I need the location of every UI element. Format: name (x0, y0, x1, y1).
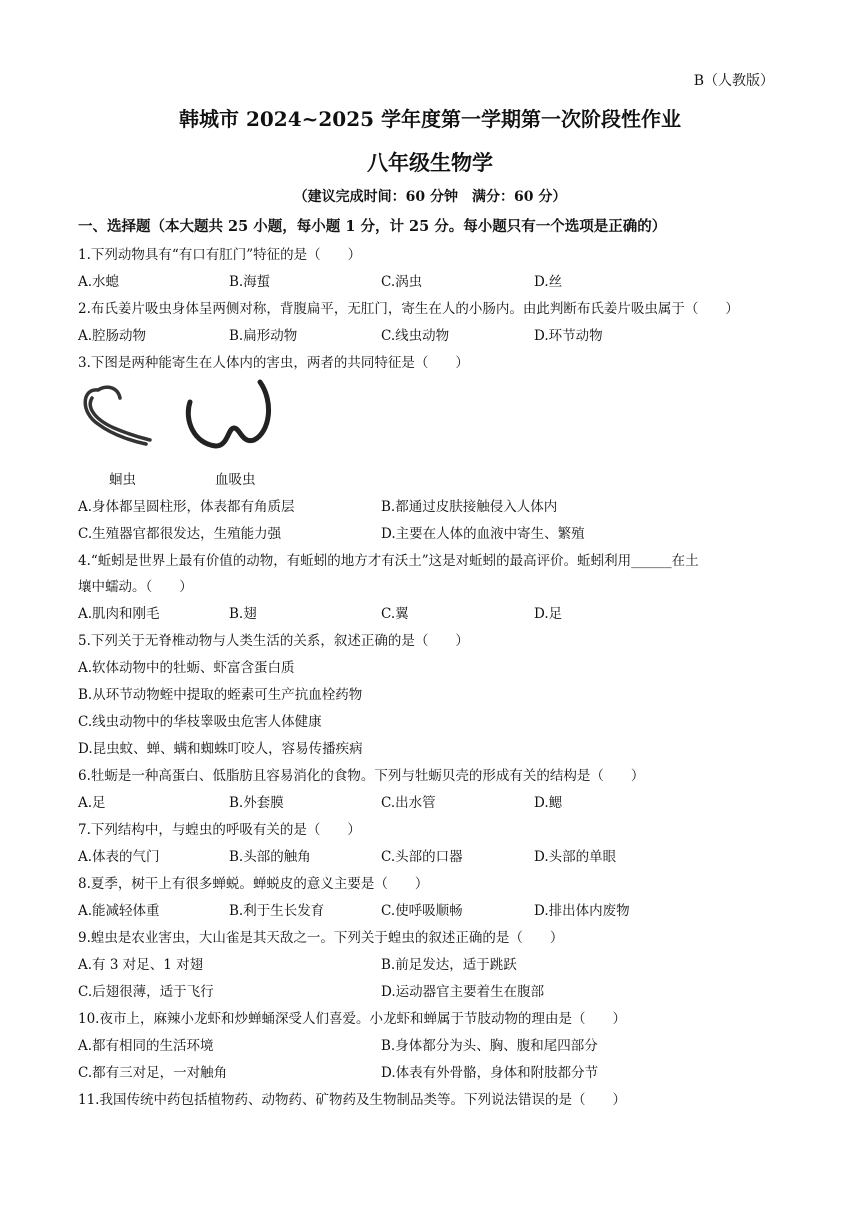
roundworm-caption: 蛔虫 (109, 472, 136, 488)
q1-option-c: C.涡虫 (381, 274, 423, 290)
q4-option-c: C.翼 (381, 606, 409, 622)
q3-option-d: D.主要在人体的血液中寄生、繁殖 (381, 526, 585, 542)
parasites-figure (78, 372, 278, 462)
question-1: 1.下列动物具有“有口有肛门”特征的是（ ） (78, 247, 362, 263)
blood-fluke-caption: 血吸虫 (215, 472, 256, 488)
q5-option-b: B.从环节动物蛭中提取的蛭素可生产抗血栓药物 (78, 687, 363, 703)
q9-option-c: C.后翅很薄，适于飞行 (78, 984, 214, 1000)
q7-option-a: A.体表的气门 (78, 849, 160, 865)
edition-label: B（人教版） (693, 73, 774, 89)
q9-option-b: B.前足发达，适于跳跃 (381, 957, 517, 973)
q1-option-a: A.水螅 (78, 274, 120, 290)
q3-option-b: B.都通过皮肤接触侵入人体内 (381, 499, 558, 515)
q10-option-c: C.都有三对足，一对触角 (78, 1065, 228, 1081)
q8-option-b: B.利于生长发育 (229, 903, 325, 919)
q2-option-c: C.线虫动物 (381, 328, 450, 344)
q6-option-b: B.外套膜 (229, 795, 284, 811)
q1-option-b: B.海蜇 (229, 274, 271, 290)
q6-option-d: D.鳃 (534, 795, 563, 811)
q8-option-d: D.排出体内废物 (534, 903, 630, 919)
q2-option-d: D.环节动物 (534, 328, 603, 344)
q1-option-d: D.丝 (534, 274, 563, 290)
question-5: 5.下列关于无脊椎动物与人类生活的关系，叙述正确的是（ ） (78, 633, 469, 649)
q6-option-a: A.足 (78, 795, 106, 811)
question-10: 10.夜市上，麻辣小龙虾和炒蝉蛹深受人们喜爱。小龙虾和蝉属于节肢动物的理由是（ ） (78, 1011, 626, 1027)
question-4-line-1: 4.“蚯蚓是世界上最有价值的动物，有蚯蚓的地方才有沃土”这是对蚯蚓的最高评价。蚯蚓利用______在土 (78, 553, 699, 569)
q4-option-d: D.足 (534, 606, 563, 622)
blood-fluke-drawing (188, 382, 268, 446)
q7-option-c: C.头部的口器 (381, 849, 463, 865)
q6-option-c: C.出水管 (381, 795, 436, 811)
q7-option-b: B.头部的触角 (229, 849, 311, 865)
q5-option-c: C.线虫动物中的华枝睾吸虫危害人体健康 (78, 714, 322, 730)
q2-option-a: A.腔肠动物 (78, 328, 147, 344)
q8-option-c: C.使呼吸顺畅 (381, 903, 463, 919)
question-3: 3.下图是两种能寄生在人体内的害虫，两者的共同特征是（ ） (78, 355, 469, 371)
exam-info: （建议完成时间：60 分钟 满分：60 分） (293, 189, 567, 205)
q10-option-a: A.都有相同的生活环境 (78, 1038, 214, 1054)
question-11: 11.我国传统中药包括植物药、动物药、矿物药及生物制品类等。下列说法错误的是（ ） (78, 1092, 626, 1108)
question-2: 2.布氏姜片吸虫身体呈两侧对称，背腹扁平，无肛门，寄生在人的小肠内。由此判断布氏姜片吸虫属于（ ） (78, 301, 739, 317)
section-heading: 一、选择题（本大题共 25 小题，每小题 1 分，计 25 分。每小题只有一个选项是正确的） (78, 218, 667, 235)
q7-option-d: D.头部的单眼 (534, 849, 617, 865)
q9-option-d: D.运动器官主要着生在腹部 (381, 984, 545, 1000)
question-7: 7.下列结构中，与蝗虫的呼吸有关的是（ ） (78, 822, 361, 838)
roundworm-drawing (85, 387, 150, 444)
q8-option-a: A.能减轻体重 (78, 903, 160, 919)
subject-title: 八年级生物学 (367, 150, 493, 175)
question-4-line-2: 壤中蠕动。（ ） (78, 579, 193, 595)
question-8: 8.夏季，树干上有很多蝉蜕。蝉蜕皮的意义主要是（ ） (78, 876, 429, 892)
question-9: 9.蝗虫是农业害虫，大山雀是其天敌之一。下列关于蝗虫的叙述正确的是（ ） (78, 930, 564, 946)
q4-option-b: B.翅 (229, 606, 257, 622)
q10-option-d: D.体表有外骨骼，身体和附肢都分节 (381, 1065, 599, 1081)
q4-option-a: A.肌肉和刚毛 (78, 606, 160, 622)
q10-option-b: B.身体都分为头、胸、腹和尾四部分 (381, 1038, 598, 1054)
exam-title: 韩城市 2024~2025 学年度第一学期第一次阶段性作业 (178, 107, 681, 131)
q5-option-d: D.昆虫蚊、蝉、螨和蜘蛛叮咬人，容易传播疾病 (78, 741, 363, 757)
q3-option-a: A.身体都呈圆柱形，体表都有角质层 (78, 499, 295, 515)
q5-option-a: A.软体动物中的牡蛎、虾富含蛋白质 (78, 660, 295, 676)
q2-option-b: B.扁形动物 (229, 328, 298, 344)
q3-option-c: C.生殖器官都很发达，生殖能力强 (78, 526, 282, 542)
q9-option-a: A.有 3 对足、1 对翅 (78, 957, 204, 973)
question-6: 6.牡蛎是一种高蛋白、低脂肪且容易消化的食物。下列与牡蛎贝壳的形成有关的结构是（ ） (78, 768, 645, 784)
